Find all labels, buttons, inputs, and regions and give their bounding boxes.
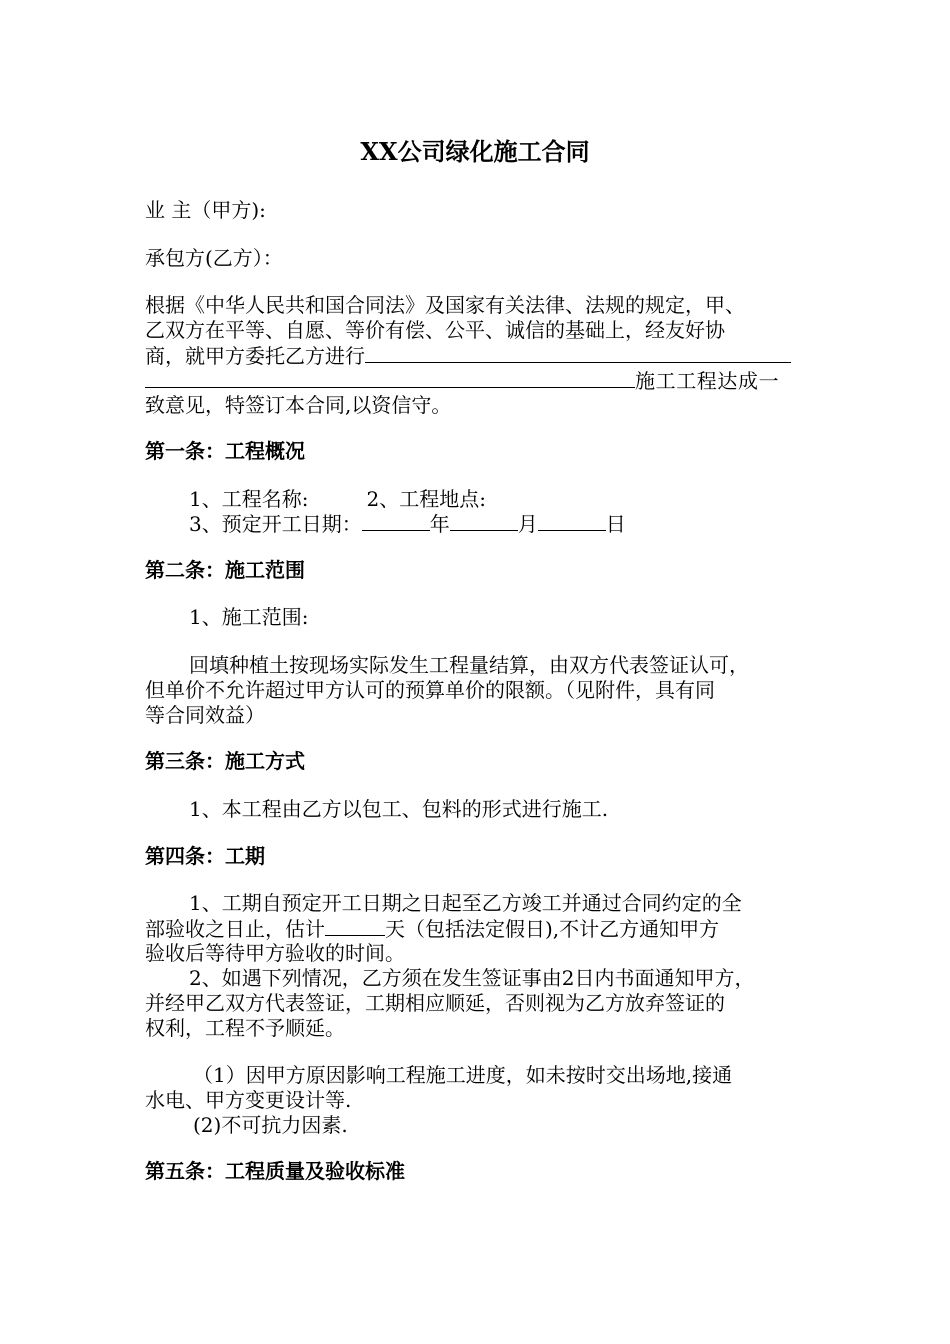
article-3-item-1: 1、本工程由乙方以包工、包料的形式进行施工.: [189, 797, 609, 821]
document-title: XX公司绿化施工合同: [360, 137, 590, 166]
article-4-sub-2: (2)不可抗力因素.: [193, 1113, 348, 1137]
article-2-para-line-3: 等合同效益）: [145, 703, 265, 727]
article-2-para-line-1: 回填种植土按现场实际发生工程量结算，由双方代表签证认可，: [189, 653, 749, 677]
preamble-line-3: [145, 342, 791, 369]
article-2-para-line-2: 但单价不允许超过甲方认可的预算单价的限额。（见附件，具有同: [145, 678, 715, 702]
year-label: 年: [429, 512, 450, 536]
month-blank: [450, 510, 518, 531]
article-4-item-1-line-2-suffix: 天（包括法定假日),不计乙方通知甲方: [385, 917, 720, 941]
start-date-label: 3、预定开工日期：: [189, 512, 362, 536]
project-name-blank-continued: [145, 367, 635, 388]
day-blank: [538, 510, 606, 531]
article-4-item-2-line-3: 权利，工程不予顺延。: [145, 1016, 345, 1040]
owner-line: 业 主（甲方):: [145, 198, 266, 222]
article-4-heading: 第四条：工期: [145, 844, 265, 868]
article-1-heading: 第一条：工程概况: [145, 439, 305, 463]
article-1-item-row: [189, 486, 486, 512]
preamble-line-1: 根据《中华人民共和国合同法》及国家有关法律、法规的规定，甲、: [145, 293, 745, 317]
article-4-sub-1-line-2: 水电、甲方变更设计等.: [145, 1088, 352, 1112]
duration-days-blank: [325, 915, 385, 936]
preamble-line-3-text: 商，就甲方委托乙方进行: [145, 344, 365, 368]
article-4-item-1-line-1: 1、工期自预定开工日期之日起至乙方竣工并通过合同约定的全: [189, 891, 742, 915]
article-4-item-1-line-2-prefix: 部验收之日止，估计: [145, 917, 325, 941]
project-name-blank: [365, 342, 791, 363]
article-2-heading: 第二条：施工范围: [145, 558, 305, 582]
article-2-item-1: 1、施工范围:: [189, 605, 309, 629]
preamble-line-4-text: 施工工程达成一: [635, 369, 780, 393]
article-4-sub-1-line-1: （1）因甲方原因影响工程施工进度，如未按时交出场地,接通: [193, 1063, 733, 1087]
year-blank: [362, 510, 430, 531]
preamble-line-5: 致意见，特签订本合同,以资信守。: [145, 393, 452, 417]
preamble-line-2: 乙双方在平等、自愿、等价有偿、公平、诚信的基础上，经友好协: [145, 318, 725, 342]
article-5-heading: 第五条：工程质量及验收标准: [145, 1159, 405, 1183]
preamble-line-4: [145, 367, 779, 394]
contractor-line: 承包方(乙方）：: [145, 246, 283, 270]
day-label: 日: [605, 512, 626, 536]
article-3-heading: 第三条：施工方式: [145, 749, 305, 773]
project-location-label: 2、工程地点:: [366, 487, 486, 511]
article-4-item-2-line-2: 并经甲乙双方代表签证，工期相应顺延，否则视为乙方放弃签证的: [145, 991, 725, 1015]
project-name-label: 1、工程名称:: [189, 487, 309, 511]
article-4-item-1-line-2: [145, 915, 719, 942]
month-label: 月: [517, 512, 538, 536]
article-1-start-date: [189, 510, 626, 537]
article-4-item-1-line-3: 验收后等待甲方验收的时间。: [145, 941, 405, 965]
article-4-item-2-line-1: 2、如遇下列情况，乙方须在发生签证事由2日内书面通知甲方，: [189, 966, 755, 990]
